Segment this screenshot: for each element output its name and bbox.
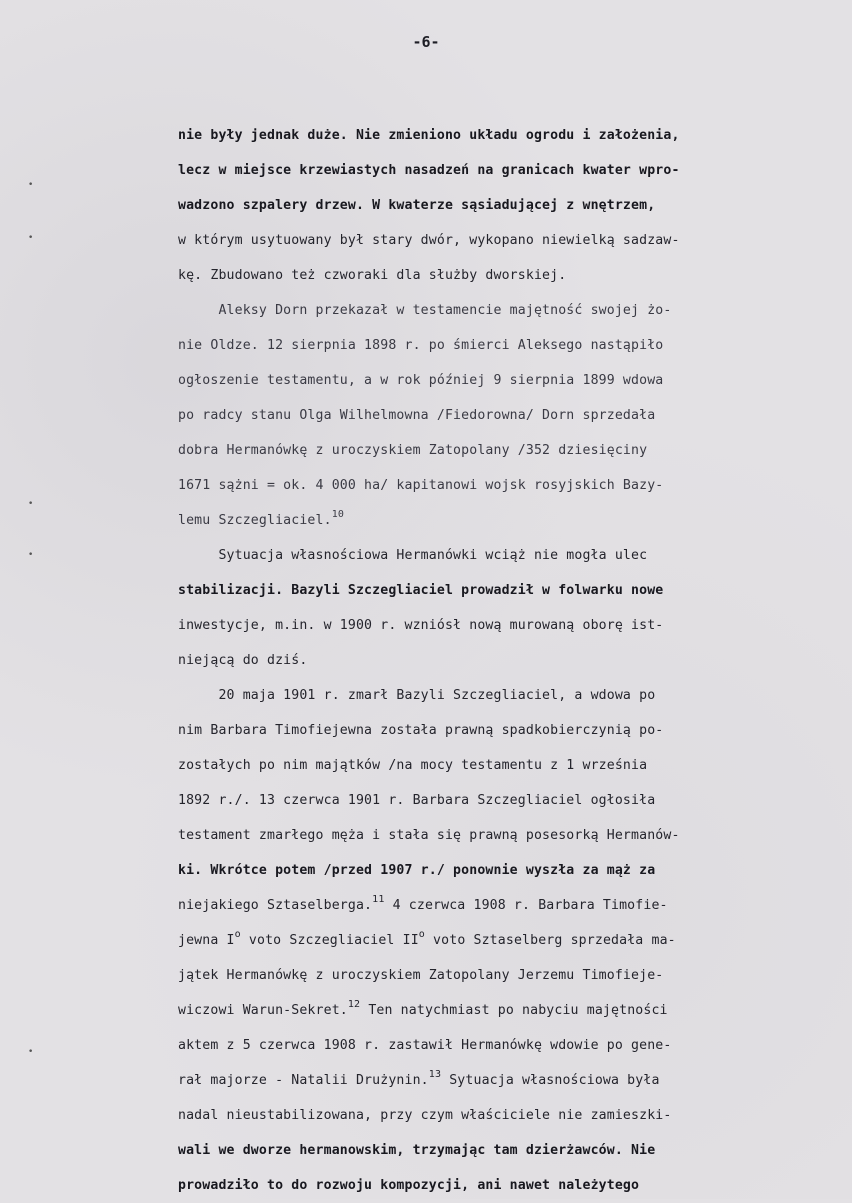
line-text: 20 maja 1901 r. zmarł Bazyli Szczegliaciel, a wdowa po bbox=[178, 688, 656, 703]
line-text: jewna I bbox=[178, 933, 235, 948]
text-line bbox=[178, 258, 834, 293]
line-text: nim Barbara Timofiejewna została prawną spadkobierczynią po- bbox=[178, 723, 664, 738]
line-text: nadal nieustabilizowana, przy czym właściciele nie zamieszki- bbox=[178, 1108, 672, 1123]
line-text: nie Oldze. 12 sierpnia 1898 r. po śmierci Aleksego nastąpiło bbox=[178, 338, 664, 353]
margin-mark: • bbox=[28, 499, 34, 509]
line-text: 1892 r./. 13 czerwca 1901 r. Barbara Szczegliaciel ogłosiła bbox=[178, 793, 656, 808]
text-line bbox=[178, 433, 834, 468]
line-text: zostałych po nim majątków /na mocy testamentu z 1 września bbox=[178, 758, 648, 773]
line-text: 4 czerwca 1908 r. Barbara Timofie- bbox=[384, 898, 668, 913]
line-text: jątek Hermanówkę z uroczyskiem Zatopolany Jerzemu Timofieje- bbox=[178, 968, 664, 983]
text-line bbox=[178, 608, 834, 643]
line-text: wali we dworze hermanowskim, trzymając tam dzierżawców. Nie bbox=[178, 1143, 656, 1158]
line-text: prowadziło to do rozwoju kompozycji, ani nawet należytego bbox=[178, 1178, 640, 1193]
text-line bbox=[178, 958, 834, 993]
footnote-ref: o bbox=[418, 929, 425, 940]
text-line bbox=[178, 1028, 834, 1063]
line-text: po radcy stanu Olga Wilhelmowna /Fiedorowna/ Dorn sprzedała bbox=[178, 408, 656, 423]
text-line bbox=[178, 818, 834, 853]
line-text: wiczowi Warun-Sekret. bbox=[178, 1003, 348, 1018]
text-line bbox=[178, 643, 834, 678]
footnote-ref: 12 bbox=[347, 999, 361, 1010]
line-text: Aleksy Dorn przekazał w testamencie majętność swojej żo- bbox=[178, 303, 672, 318]
line-text: ogłoszenie testamentu, a w rok później 9 sierpnia 1899 wdowa bbox=[178, 373, 664, 388]
text-line bbox=[178, 923, 834, 958]
text-line bbox=[178, 503, 834, 538]
text-line bbox=[178, 1133, 834, 1168]
text-line bbox=[178, 1098, 834, 1133]
text-line bbox=[178, 468, 834, 503]
footnote-ref: 11 bbox=[372, 894, 385, 905]
text-line bbox=[178, 888, 834, 923]
text-line bbox=[178, 188, 834, 223]
text-line bbox=[178, 153, 834, 188]
line-text: niejącą do dziś. bbox=[178, 653, 308, 668]
page-number: -6- bbox=[412, 33, 440, 51]
text-line bbox=[178, 118, 834, 153]
line-text: 1671 sążni = ok. 4 000 ha/ kapitanowi wojsk rosyjskich Bazy- bbox=[178, 478, 664, 493]
margin-mark: • bbox=[28, 1047, 34, 1057]
text-line bbox=[178, 293, 834, 328]
footnote-ref: o bbox=[234, 929, 241, 940]
line-text: testament zmarłego męża i stała się prawną posesorką Hermanów- bbox=[178, 828, 680, 843]
line-text: voto Sztaselberg sprzedała ma- bbox=[424, 933, 676, 948]
text-line bbox=[178, 678, 834, 713]
text-line bbox=[178, 538, 834, 573]
line-text: Sytuacja własnościowa była bbox=[441, 1073, 660, 1088]
line-text: stabilizacji. Bazyli Szczegliaciel prowadził w folwarku nowe bbox=[178, 583, 664, 598]
text-line bbox=[178, 783, 834, 818]
text-line bbox=[178, 748, 834, 783]
line-text: rał majorze - Natalii Drużynin. bbox=[178, 1073, 429, 1088]
footnote-ref: 10 bbox=[331, 509, 345, 520]
line-text: lecz w miejsce krzewiastych nasadzeń na granicach kwater wpro- bbox=[178, 163, 680, 178]
line-text: inwestycje, m.in. w 1900 r. wzniósł nową murowaną oborę ist- bbox=[178, 618, 664, 633]
line-text: lemu Szczegliaciel. bbox=[178, 513, 332, 528]
text-line bbox=[178, 398, 834, 433]
margin-mark: • bbox=[28, 550, 34, 560]
line-text: nie były jednak duże. Nie zmieniono układu ogrodu i założenia, bbox=[178, 128, 680, 143]
text-line bbox=[178, 853, 834, 888]
line-text: wadzono szpalery drzew. W kwaterze sąsiadującej z wnętrzem, bbox=[178, 198, 656, 213]
text-line bbox=[178, 1063, 834, 1098]
line-text: niejakiego Sztaselberga. bbox=[178, 898, 373, 913]
text-line bbox=[178, 993, 834, 1028]
margin-mark: • bbox=[28, 180, 34, 190]
line-text: Ten natychmiast po nabyciu majętności bbox=[360, 1003, 668, 1018]
line-text: dobra Hermanówkę z uroczyskiem Zatopolany /352 dziesięciny bbox=[178, 443, 648, 458]
line-text: voto Szczegliaciel II bbox=[240, 933, 419, 948]
footnote-ref: 13 bbox=[428, 1069, 442, 1080]
text-line bbox=[178, 1168, 834, 1203]
text-line bbox=[178, 328, 834, 363]
text-line bbox=[178, 573, 834, 608]
line-text: ki. Wkrótce potem /przed 1907 r./ ponownie wyszła za mąż za bbox=[178, 863, 656, 878]
line-text: aktem z 5 czerwca 1908 r. zastawił Hermanówkę wdowie po gene- bbox=[178, 1038, 672, 1053]
text-line bbox=[178, 363, 834, 398]
text-line bbox=[178, 223, 834, 258]
text-line bbox=[178, 713, 834, 748]
line-text: Sytuacja własnościowa Hermanówki wciąż nie mogła ulec bbox=[178, 548, 648, 563]
body-text bbox=[178, 118, 834, 1203]
line-text: kę. Zbudowano też czworaki dla służby dworskiej. bbox=[178, 268, 567, 283]
margin-mark: • bbox=[28, 233, 34, 243]
line-text: w którym usytuowany był stary dwór, wykopano niewielką sadzaw- bbox=[178, 233, 680, 248]
